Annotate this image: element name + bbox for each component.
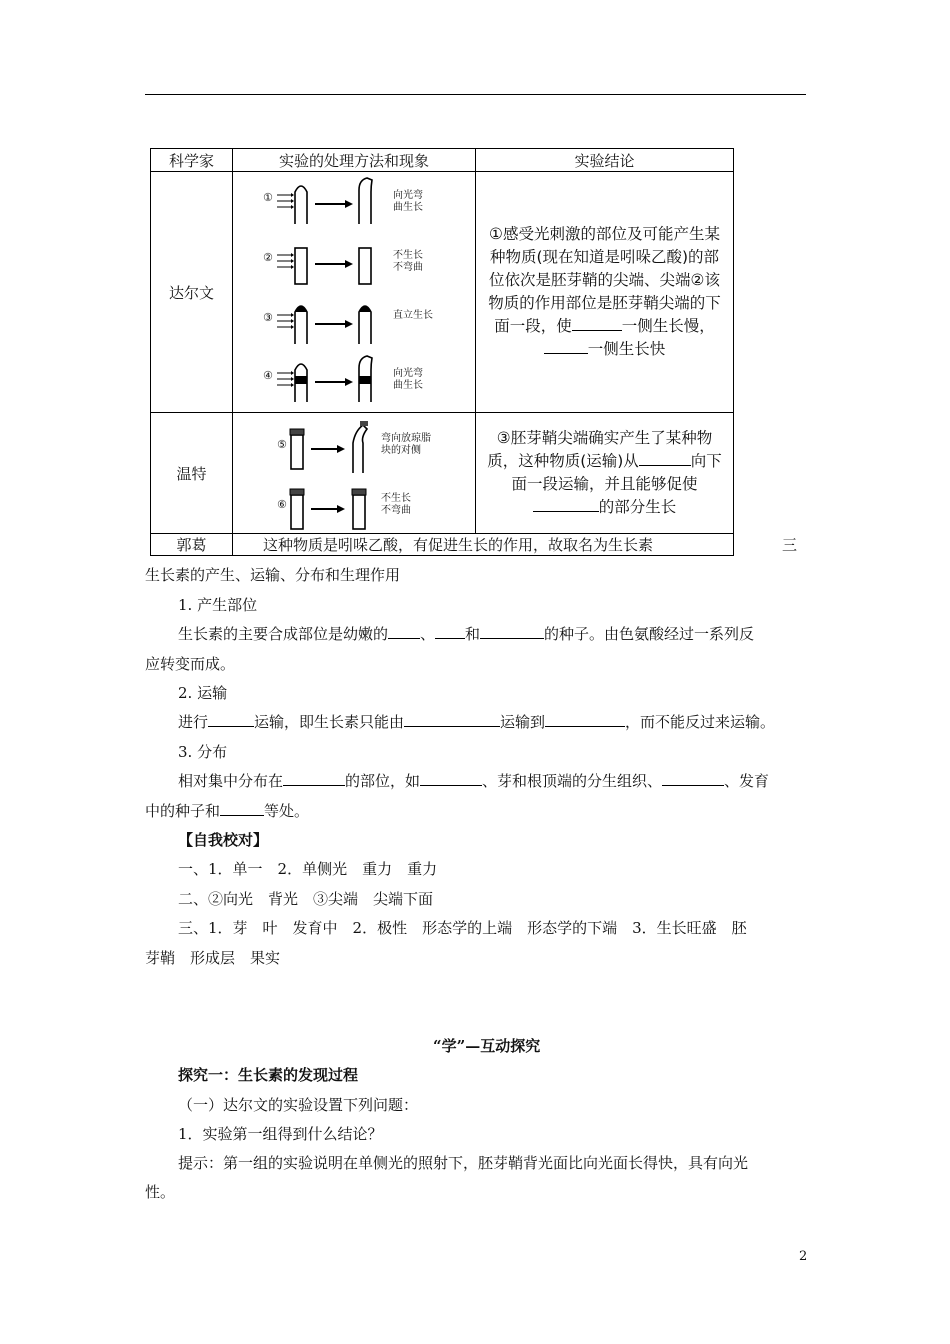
blank bbox=[545, 712, 625, 727]
light-rayhead bbox=[291, 325, 294, 329]
item1-text-cont: 应转变而成。 bbox=[145, 655, 236, 673]
header-scientist: 科学家 bbox=[151, 149, 233, 172]
coleoptile-before bbox=[291, 435, 303, 469]
blank bbox=[639, 451, 691, 466]
selfcheck-line-2: 二、②向光 背光 ③尖端 尖端下面 bbox=[178, 890, 434, 908]
table-row-darwin bbox=[151, 172, 734, 413]
coleoptile-after bbox=[353, 495, 365, 529]
header-conclusion: 实验结论 bbox=[476, 149, 734, 172]
went-conclusion-text-2: 向下面一段运输，并且能够促使 bbox=[511, 452, 722, 493]
light-rayhead bbox=[291, 193, 294, 197]
light-rayhead bbox=[291, 205, 294, 209]
darwin-figure-cell bbox=[233, 172, 476, 413]
light-rayhead bbox=[291, 259, 294, 263]
went-conclusion-text-1: ③胚芽鞘尖端确实产生了某种物质，这种物质(运输)从 bbox=[487, 429, 713, 470]
blank bbox=[420, 771, 482, 786]
went-experiment-figure bbox=[233, 413, 475, 533]
item2-text-a: 进行 bbox=[178, 713, 209, 731]
darwin-experiment-figure bbox=[233, 172, 475, 412]
item2-text-d: ，而不能反过来运输。 bbox=[625, 713, 776, 731]
item3-text bbox=[178, 771, 769, 791]
selfcheck-line-3: 三、1．芽 叶 发育中 2．极性 形态学的上端 形态学的下端 3．生长旺盛 胚 bbox=[178, 919, 747, 937]
selfcheck-line-1: 一、1．单一 2．单侧光 重力 重力 bbox=[178, 860, 438, 878]
coleoptile-before-agar bbox=[290, 489, 304, 495]
blank bbox=[480, 624, 544, 639]
light-rayhead bbox=[291, 371, 294, 375]
darwin-conclusion-text-2: 一侧生长慢， bbox=[621, 317, 715, 335]
item3-text-cont bbox=[145, 801, 309, 821]
explore-title: 探究一：生长素的发现过程 bbox=[178, 1066, 359, 1084]
header-rule bbox=[145, 94, 806, 95]
result-arrow-head bbox=[345, 320, 353, 328]
coleoptile-after bbox=[359, 248, 371, 284]
explore-q1: 1．实验第一组得到什么结论？ bbox=[178, 1125, 383, 1143]
experiment-number: ④ bbox=[263, 369, 273, 382]
item3-text-c: 、芽和根顶端的分生组织、 bbox=[482, 772, 663, 790]
explore-hint-2: 性。 bbox=[145, 1183, 176, 1201]
coleoptile-after-agar bbox=[352, 489, 366, 495]
scientist-darwin: 达尔文 bbox=[151, 172, 233, 413]
went-figure-cell bbox=[233, 413, 476, 534]
section-title: 生长素的产生、运输、分布和生理作用 bbox=[145, 566, 401, 584]
item2-text-b: 运输，即生长素只能由 bbox=[254, 713, 405, 731]
experiment-number: ③ bbox=[263, 311, 273, 324]
light-rayhead bbox=[291, 319, 294, 323]
light-rayhead bbox=[291, 383, 294, 387]
coleoptile-before-cap bbox=[295, 306, 307, 312]
item3-text-f: 等处。 bbox=[264, 802, 310, 820]
scientist-koegl: 郭葛 bbox=[151, 534, 233, 556]
item1-text-d: 的种子。由色氨酸经过一系列反 bbox=[544, 625, 755, 643]
koegl-text: 这种物质是吲哚乙酸，有促进生长的作用，故取名为生长素 bbox=[233, 534, 734, 556]
experiment-number: ② bbox=[263, 251, 273, 264]
coleoptile-before-agar bbox=[290, 429, 304, 435]
result-arrow-head bbox=[345, 378, 353, 386]
coleoptile-bent-after bbox=[353, 425, 367, 473]
blank bbox=[404, 712, 500, 727]
blank bbox=[572, 316, 622, 331]
explore-sub: （一）达尔文的实验设置下列问题： bbox=[178, 1096, 419, 1114]
item1-text-a: 生长素的主要合成部位是幼嫩的 bbox=[178, 625, 389, 643]
light-rayhead bbox=[291, 253, 294, 257]
result-label: 弯向放琼脂块的对侧 bbox=[381, 433, 431, 456]
explore-hint-1: 提示：第一组的实验说明在单侧光的照射下，胚芽鞘背光面比向光面长得快，具有向光 bbox=[178, 1154, 749, 1172]
scientist-went: 温特 bbox=[151, 413, 233, 534]
table-row-went bbox=[151, 413, 734, 534]
result-label: 直立生长 bbox=[393, 310, 433, 321]
result-label: 不生长不弯曲 bbox=[381, 493, 411, 516]
agar-block-offset bbox=[360, 421, 368, 426]
item2-title: 2. 运输 bbox=[178, 684, 228, 702]
section-number: 三 bbox=[782, 536, 798, 554]
experiment-table bbox=[150, 148, 734, 556]
blank bbox=[662, 771, 724, 786]
coleoptile-before bbox=[291, 495, 303, 529]
blank bbox=[435, 624, 465, 639]
item1-text-b: 、 bbox=[420, 625, 436, 643]
blank bbox=[388, 624, 420, 639]
light-rayhead bbox=[291, 377, 294, 381]
item3-text-a: 相对集中分布在 bbox=[178, 772, 284, 790]
selfcheck-title: 【自我校对】 bbox=[178, 831, 269, 849]
page-number: 2 bbox=[799, 1249, 808, 1264]
darwin-conclusion-text-1: ①感受光刺激的部位及可能产生某种物质(现在知道是吲哚乙酸)的部位依次是胚芽鞘的尖端、尖端②该物质的作用部位是胚芽鞘尖端的下面一段，使 bbox=[488, 225, 721, 335]
blank bbox=[283, 771, 345, 786]
table-row-koegl bbox=[151, 534, 734, 556]
item2-text bbox=[178, 712, 775, 732]
blank bbox=[544, 339, 588, 354]
result-arrow-head bbox=[345, 260, 353, 268]
blank bbox=[220, 801, 264, 816]
result-label: 向光弯曲生长 bbox=[393, 368, 423, 391]
item1-text-c: 和 bbox=[465, 625, 481, 643]
experiment-number: ① bbox=[263, 191, 273, 204]
blank bbox=[208, 712, 254, 727]
result-arrow-head bbox=[337, 505, 345, 513]
light-rayhead bbox=[291, 313, 294, 317]
went-conclusion bbox=[476, 413, 734, 534]
item3-title: 3. 分布 bbox=[178, 743, 228, 761]
experiment-number: ⑥ bbox=[277, 498, 287, 511]
went-conclusion-text-3: 的部分生长 bbox=[598, 498, 677, 516]
experiment-number: ⑤ bbox=[277, 438, 287, 451]
darwin-conclusion-text-3: 一侧生长快 bbox=[587, 340, 666, 358]
coleoptile-after bbox=[359, 178, 372, 224]
light-rayhead bbox=[291, 199, 294, 203]
result-label: 向光弯曲生长 bbox=[393, 190, 423, 213]
item1-text bbox=[178, 624, 754, 644]
blank bbox=[533, 497, 599, 512]
result-label: 不生长不弯曲 bbox=[393, 250, 423, 273]
item3-text-b: 的部位，如 bbox=[345, 772, 421, 790]
darwin-conclusion bbox=[476, 172, 734, 413]
item2-text-c: 运输到 bbox=[500, 713, 546, 731]
item3-text-d: 、发育 bbox=[724, 772, 770, 790]
item3-text-e: 中的种子和 bbox=[145, 802, 221, 820]
explore-section-title: “学”—互动探究 bbox=[433, 1037, 541, 1055]
light-rayhead bbox=[291, 265, 294, 269]
coleoptile-after-cap bbox=[359, 306, 371, 312]
coleoptile-before bbox=[295, 248, 307, 284]
table-header-row bbox=[151, 149, 734, 172]
result-arrow-head bbox=[345, 200, 353, 208]
item1-title: 1. 产生部位 bbox=[178, 596, 258, 614]
coleoptile-before bbox=[295, 186, 307, 224]
header-method: 实验的处理方法和现象 bbox=[233, 149, 476, 172]
result-arrow-head bbox=[337, 445, 345, 453]
coleoptile-after-band bbox=[359, 376, 371, 384]
selfcheck-line-4: 芽鞘 形成层 果实 bbox=[145, 949, 281, 967]
coleoptile-before-band bbox=[295, 376, 307, 384]
